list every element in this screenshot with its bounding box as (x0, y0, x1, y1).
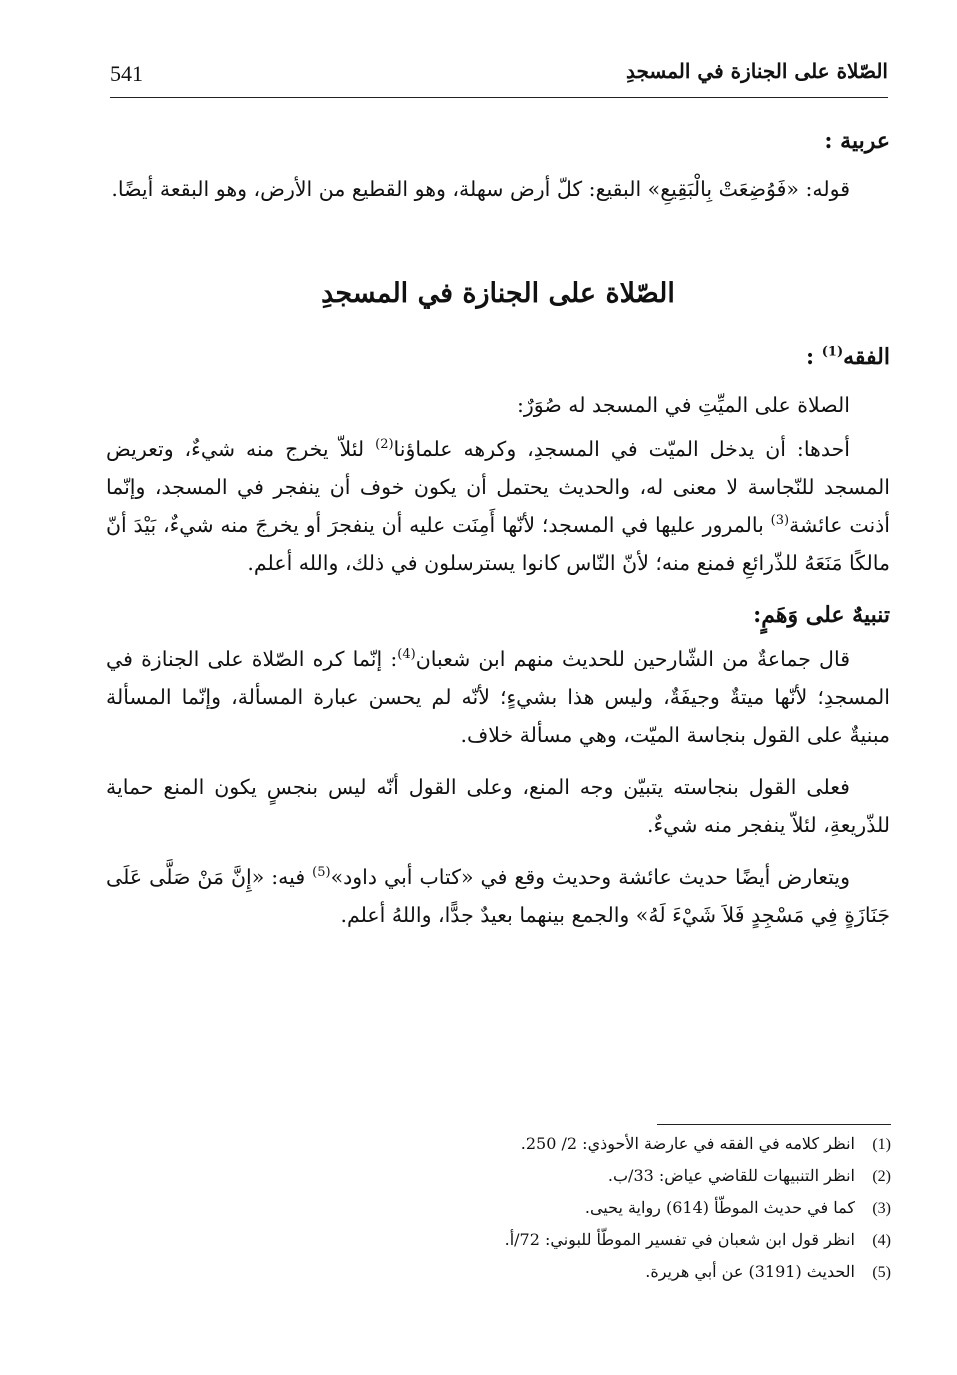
footnote-number: (1) (872, 1136, 891, 1153)
footnote-ref-2: (2) (375, 437, 394, 453)
section-heading-arabiyya: عربية : (824, 128, 890, 154)
footnote-ref-5: (5) (312, 865, 331, 881)
paragraph-fiqh-first (106, 430, 890, 582)
tanbih-p3-part-a: ويتعارض أيضًا حديث عائشة وحديث وقع في «كتاب أبي داود» (330, 865, 850, 889)
footnote-rule (657, 1124, 891, 1125)
footnote-text: انظر التنبيهات للقاضي عياض: 33/ب. (607, 1166, 855, 1185)
footnote-number: (2) (872, 1168, 891, 1185)
main-text (106, 122, 890, 934)
fiqh-heading-colon: : (805, 344, 822, 370)
section-heading-fiqh (106, 338, 890, 376)
chapter-title: الصّلاة على الجنازة في المسجدِ (321, 278, 675, 309)
footnote-item (291, 1256, 891, 1288)
fiqh-p1-part-a: أحدها: أن يدخل الميّت في المسجدِ، وكرهه علماؤنا (393, 437, 850, 461)
footnote-text: الحديث (3191) عن أبي هريرة. (645, 1262, 855, 1281)
header-rule (110, 97, 888, 98)
footnote-text: انظر قول ابن شعبان في تفسير الموطّأ للبوني: 72/أ. (504, 1230, 855, 1249)
section-heading-tanbih: تنبيهٌ على وَهَمٍ: (753, 602, 890, 628)
footnote-ref-4: (4) (397, 647, 416, 663)
footnote-number: (5) (872, 1264, 891, 1281)
footnote-item (291, 1224, 891, 1256)
footnote-text: كما في حديث الموطّأ (614) رواية يحيى. (584, 1198, 855, 1217)
footnote-item (291, 1160, 891, 1192)
paragraph-tanbih-second: فعلى القول بنجاسته يتبيّن وجه المنع، وعلى القول أنّه ليس بنجسٍ يكون المنع حماية للذّريعةِ، لئلاّ ينفجر منه شيءٌ. (106, 775, 890, 837)
footnote-text: انظر كلامه في الفقه في عارضة الأحوذي: 2/ 250. (520, 1134, 855, 1153)
page-number: 541 (110, 61, 143, 86)
paragraph-baqi: قوله: «فَوُضِعَتْ بِالْبَقِيعِ» البقيع: كلّ أرض سهلة، وهو القطيع من الأرض، وهو البقعة أيضًا. (111, 177, 850, 201)
footnote-item (291, 1192, 891, 1224)
paragraph-tanbih-first (106, 640, 890, 754)
footnote-ref-3: (3) (770, 513, 790, 529)
fiqh-heading-text: الفقه (843, 344, 890, 370)
running-head (110, 55, 888, 95)
tanbih-p1-part-a: قال جماعةٌ من الشّارحين للحديث منهم ابن شعبان (415, 647, 851, 671)
footnote-number: (3) (872, 1200, 891, 1217)
tanbih-p3-part-b: فيه: «إِنَّ مَنْ صَلَّى عَلَى جَنَازَةٍ فِي مَسْجِدٍ فَلاَ شَيْءَ لَهُ» والجمع بينهما بعيدٌ جدًّا، واللهُ أعلم. (106, 865, 890, 927)
fiqh-p1-part-b: لئلاّ يخرج منه شيءٌ، وتعريض المسجد للنّجاسة لا معنى له، والحديث يحتمل أن يكون خوف أن ينفجر في المسجد، وإنّما أذنت عائشة (106, 437, 890, 537)
paragraph-fiqh-intro: الصلاة على الميِّتِ في المسجد له صُوَرٌ: (516, 393, 850, 417)
footnote-item (291, 1128, 891, 1160)
fiqh-p1-part-c: بالمرور عليها في المسجد؛ لأنّها أَمِنَت عليه أن ينفجرَ أو يخرجَ منه شيءٌ، بَيْدَ أنّ مالكًا مَنَعَهُ للذّرائعِ فمنع منه؛ لأنّ النّاس كانوا يسترسلون في ذلك، والله أعلم. (106, 513, 890, 575)
tanbih-p1-part-b: : إنّما كره الصّلاة على الجنازة في المسجدِ؛ لأنّها ميتةٌ وجيفَةٌ، وليس هذا بشيءٍ؛ لأنّه لم يحسن عبارة المسألة، وإنّما المسألة مبنيةٌ على القول بنجاسة الميّت، وهي مسألة خلاف. (106, 647, 890, 747)
footnotes (291, 1128, 891, 1288)
footnote-ref-1: (1) (821, 344, 844, 360)
paragraph-tanbih-third (106, 858, 890, 934)
running-title: الصّلاة على الجنازة في المسجدِ (625, 59, 888, 83)
footnote-number: (4) (872, 1232, 891, 1249)
